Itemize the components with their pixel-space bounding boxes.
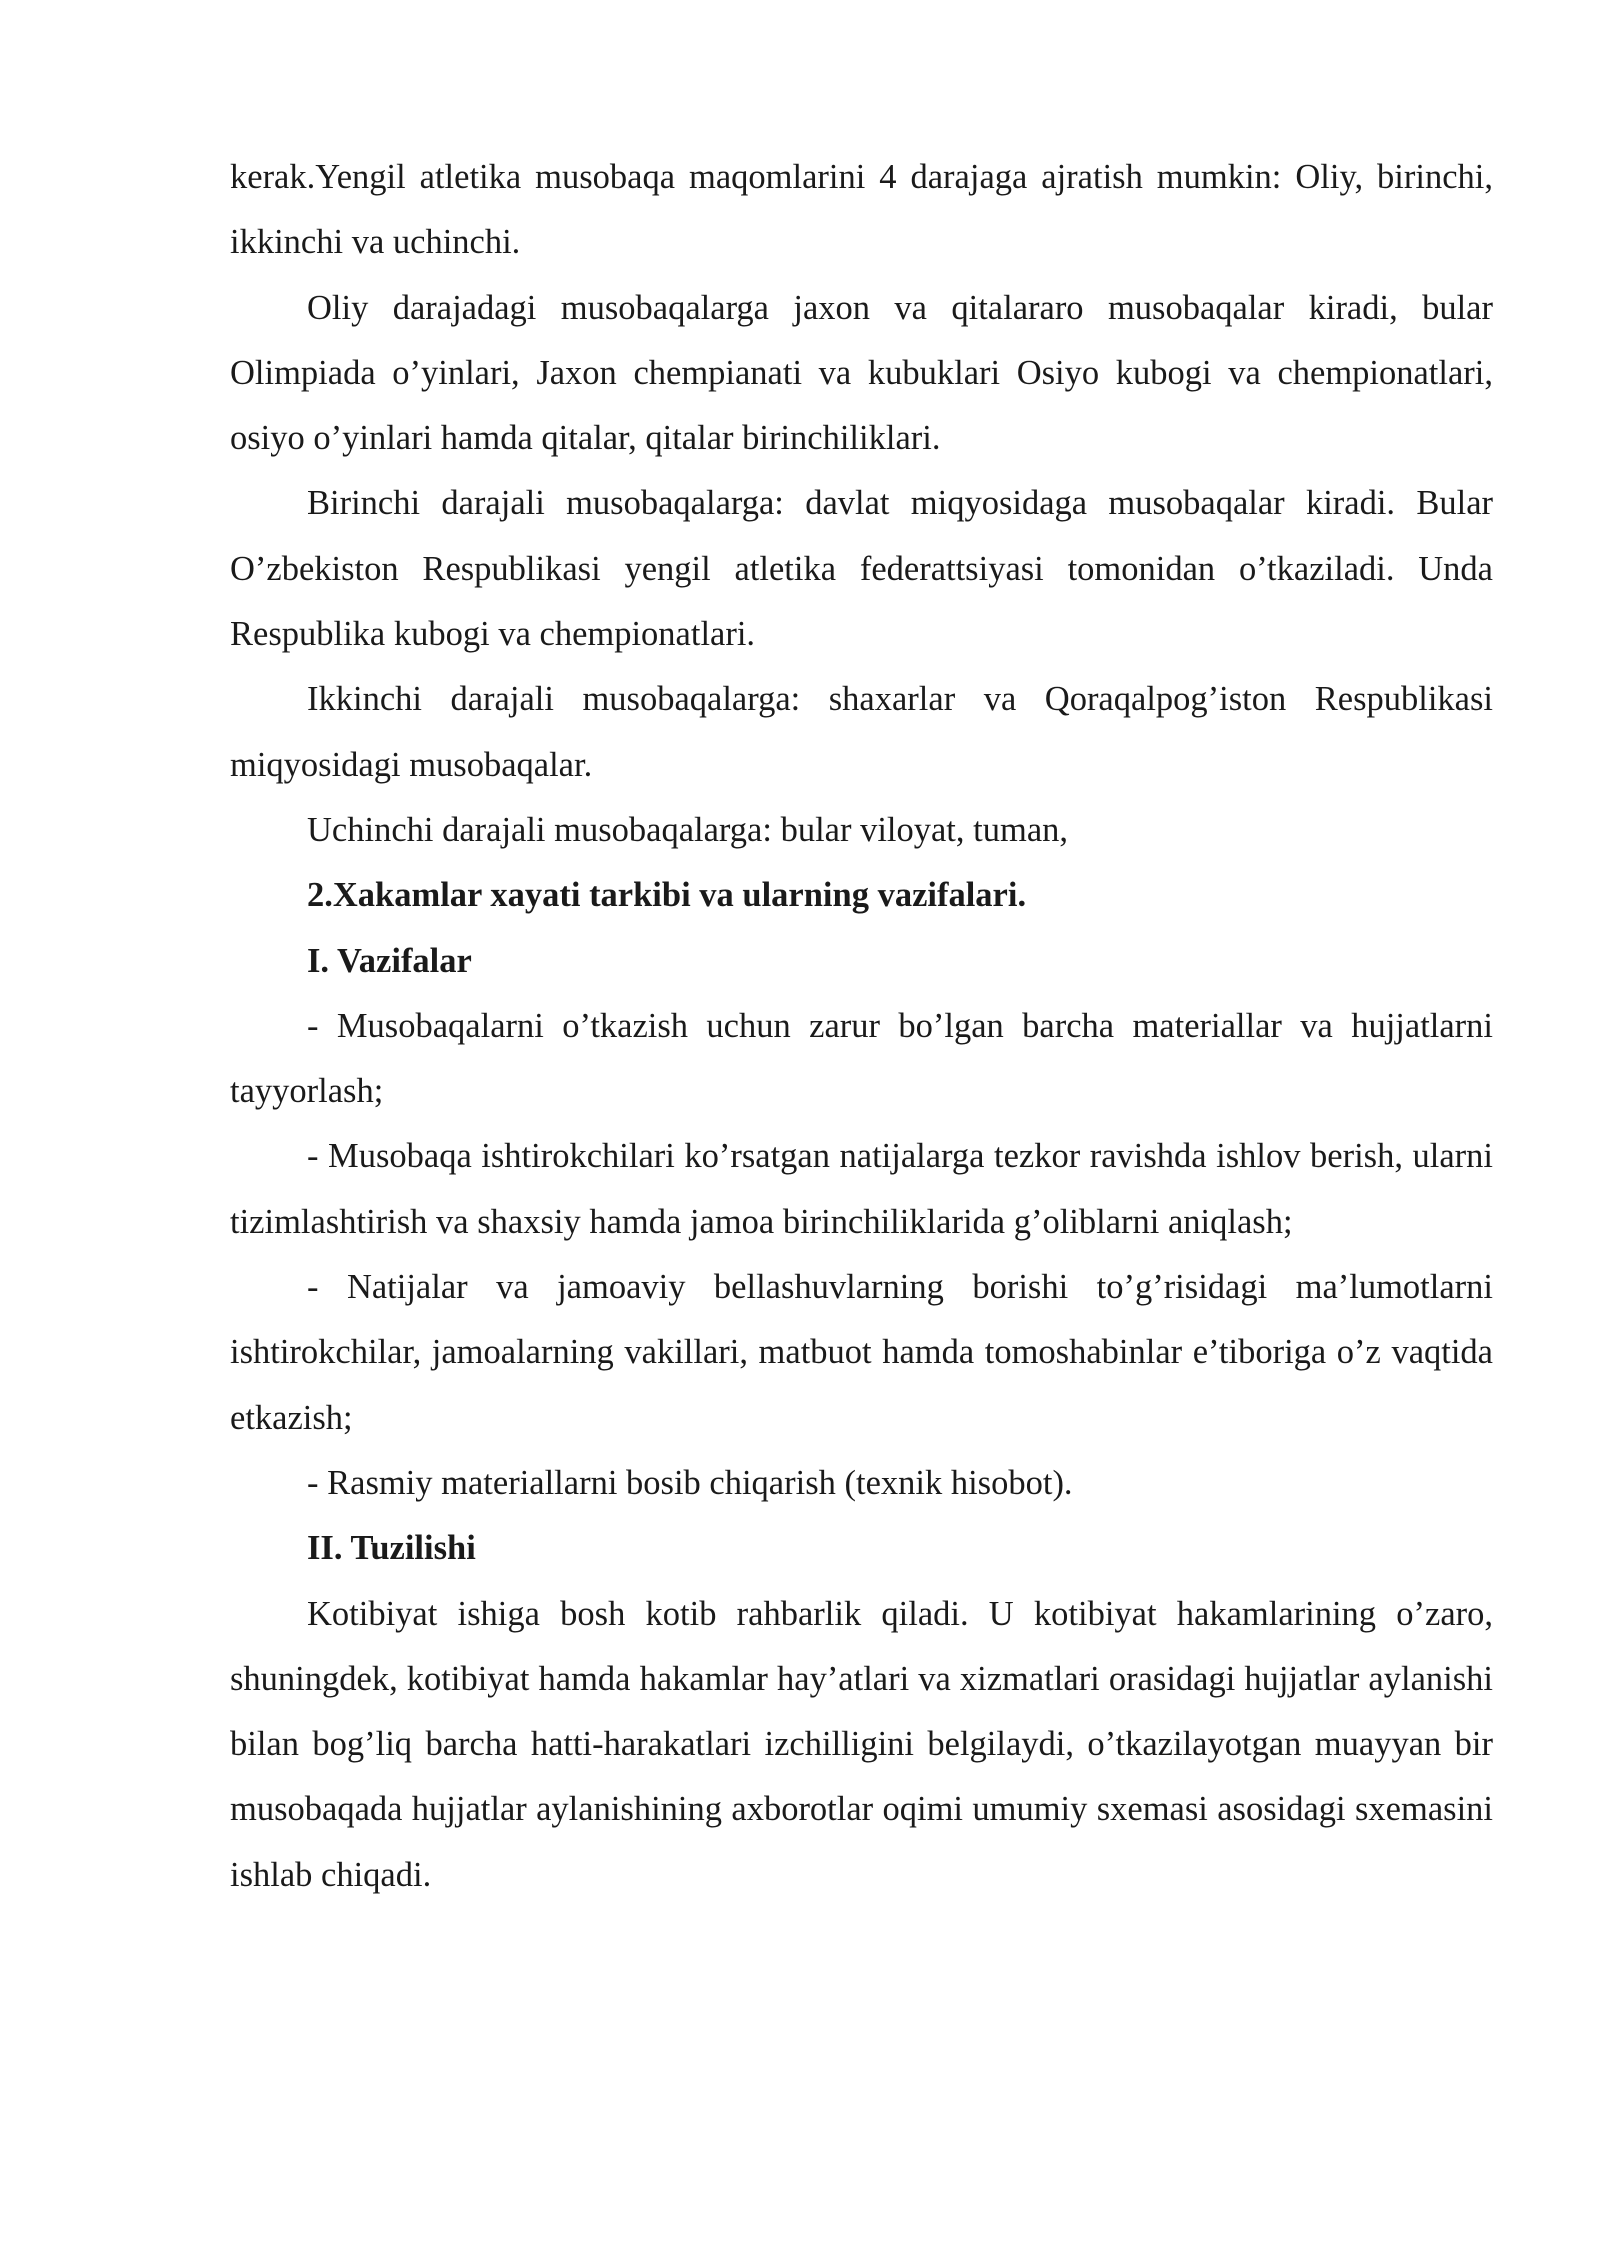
paragraph-birinchi-daraja: Birinchi darajali musobaqalarga: davlat miqyosidaga musobaqalar kiradi. Bular O’zbekiston Respublikasi yengil atletika federattsiyasi tomonidan o’tkaziladi. Unda Respublika kubogi va chempionatlari. [230, 484, 1493, 654]
list-item: - Musobaqa ishtirokchilari ko’rsatgan natijalarga tezkor ravishda ishlov berish, ularni tizimlashtirish va shaxsiy hamda jamoa birinchiliklarida g’oliblarni aniqlash; [230, 1137, 1493, 1241]
section-heading: 2.Xakamlar xayati tarkibi va ularning vazifalari. [307, 876, 1027, 915]
paragraph-uchinchi-daraja: Uchinchi darajali musobaqalarga: bular viloyat, tuman, [307, 810, 1069, 849]
list-item: - Natijalar va jamoaviy bellashuvlarning borishi to’g’risidagi ma’lumotlarni ishtirokchilar, jamoalarning vakillari, matbuot hamda tomoshabinlar e’tiboriga o’z vaqtida etkazish; [230, 1268, 1493, 1437]
paragraph-kotibiyat: Kotibiyat ishiga bosh kotib rahbarlik qiladi. U kotibiyat hakamlarining o’zaro, shuningdek, kotibiyat hamda hakamlar hay’atlari va xizmatlari orasidagi hujjatlar aylanishi bilan bog’liq barcha hatti-harakatlari izchilligini belgilaydi, o’tkazilayotgan muayyan bir musobaqada hujjatlar aylanishining axborotlar oqimi umumiy sxemasi asosidagi sxemasini ishlab chiqadi. [230, 1594, 1493, 1894]
document-body [230, 145, 1493, 1908]
list-item: - Musobaqalarni o’tkazish uchun zarur bo’lgan barcha materiallar va hujjatlarni tayyorlash; [230, 1006, 1493, 1111]
paragraph-continuation: kerak.Yengil atletika musobaqa maqomlarini 4 darajaga ajratish mumkin: Oliy, birinchi, ikkinchi va uchinchi. [230, 158, 1493, 262]
subsection-heading-vazifalar: I. Vazifalar [307, 941, 472, 980]
paragraph-ikkinchi-daraja: Ikkinchi darajali musobaqalarga: shaxarlar va Qoraqalpog’iston Respublikasi miqyosidagi musobaqalar. [230, 680, 1493, 784]
list-item: - Rasmiy materiallarni bosib chiqarish (texnik hisobot). [307, 1463, 1073, 1502]
paragraph-oliy-daraja: Oliy darajadagi musobaqalarga jaxon va qitalararo musobaqalar kiradi, bular Olimpiada o’yinlari, Jaxon chempianati va kubuklari Osiyo kubogi va chempionatlari, osiyo o’yinlari hamda qitalar, qitalar birinchiliklari. [230, 288, 1493, 458]
subsection-heading-tuzilishi: II. Tuzilishi [307, 1529, 476, 1568]
